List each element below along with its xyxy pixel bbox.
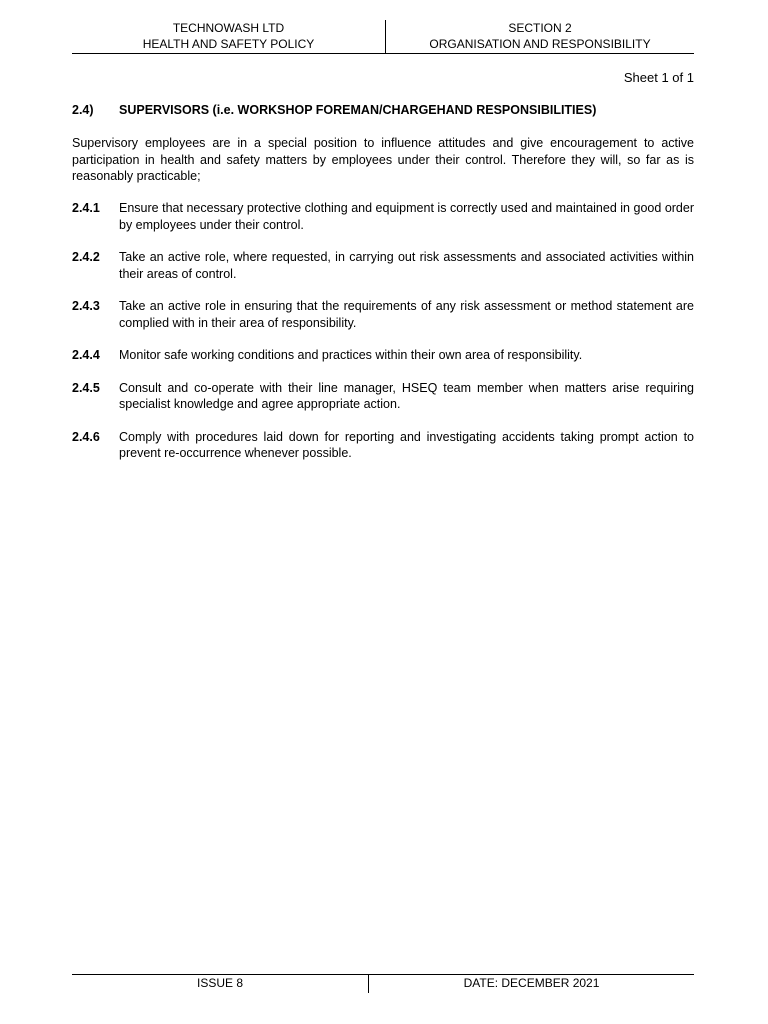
policy-title: HEALTH AND SAFETY POLICY [142, 37, 315, 51]
issue-date: DATE: DECEMBER 2021 [463, 976, 600, 990]
item-number: 2.4.1 [72, 201, 100, 215]
section-heading-title: SUPERVISORS (i.e. WORKSHOP FOREMAN/CHARGEHAND RESPONSIBILITIES) [119, 103, 597, 117]
item-text: Comply with procedures laid down for reporting and investigating accidents taking prompt action to prevent re-occurrence whenever possible. [119, 429, 694, 460]
item-number: 2.4.4 [72, 348, 100, 362]
company-name: TECHNOWASH LTD [172, 21, 285, 35]
list-item [72, 298, 694, 331]
item-number: 2.4.5 [72, 380, 100, 395]
section-number: 2.4) [72, 103, 94, 117]
item-number: 2.4.6 [72, 429, 100, 444]
item-text: Ensure that necessary protective clothing and equipment is correctly used and maintained in good order by employees under their control. [119, 201, 694, 232]
item-number: 2.4.3 [72, 299, 100, 313]
list-item [72, 249, 694, 282]
item-text: Consult and co-operate with their line manager, HSEQ team member when matters arise requiring specialist knowledge and agree appropriate action. [119, 380, 694, 411]
sheet-number: Sheet 1 of 1 [623, 70, 694, 85]
page-footer [72, 974, 694, 993]
header-section [386, 20, 694, 53]
item-number: 2.4.2 [72, 250, 100, 264]
page-header [72, 20, 694, 54]
responsibility-list [72, 200, 694, 478]
section-title: ORGANISATION AND RESPONSIBILITY [429, 37, 651, 51]
item-text: Monitor safe working conditions and practices within their own area of responsibility. [119, 348, 583, 362]
item-text: Take an active role in ensuring that the requirements of any risk assessment or method statement are complied with in their area of responsibility. [119, 299, 694, 330]
list-item [72, 429, 694, 462]
header-company [72, 20, 385, 53]
intro-paragraph: Supervisory employees are in a special position to influence attitudes and give encouragement to active participation in health and safety matters by employees under their control. Therefore they will, so far as is reasonably practicable; [72, 136, 694, 183]
section-label: SECTION 2 [508, 21, 572, 35]
list-item [72, 380, 694, 413]
list-item [72, 347, 694, 364]
item-text: Take an active role, where requested, in carrying out risk assessments and associated activities within their areas of control. [119, 250, 694, 281]
list-item [72, 200, 694, 233]
issue-number: ISSUE 8 [196, 976, 244, 990]
